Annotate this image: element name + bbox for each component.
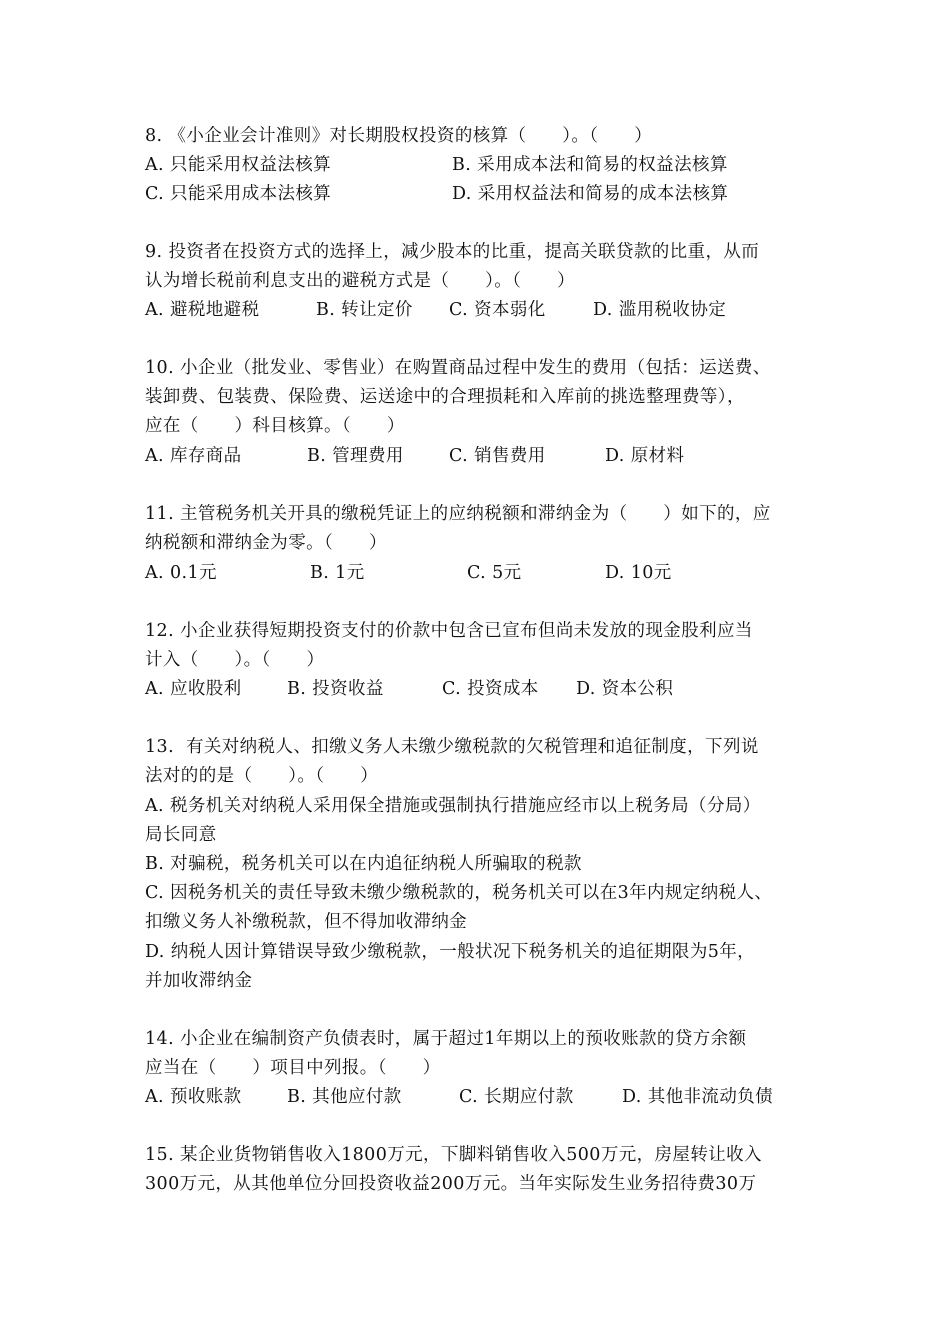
question-10-option-c: C. 销售费用: [449, 446, 546, 466]
question-13-stem-line-2: 法对的的是（ ）。（ ）: [145, 766, 379, 786]
question-14-option-c: C. 长期应付款: [459, 1087, 574, 1107]
question-11-stem-line-1: 11. 主管税务机关开具的缴税凭证上的应纳税额和滞纳金为（ ）如下的，应: [145, 504, 771, 524]
question-13-option-d-line-1: D. 纳税人因计算错误导致少缴税款，一般状况下税务机关的追征期限为5年，: [145, 942, 756, 962]
question-12-option-d: D. 资本公积: [576, 679, 674, 699]
question-12-option-b: B. 投资收益: [287, 679, 384, 699]
question-12-stem-line-1: 12. 小企业获得短期投资支付的价款中包含已宣布但尚未发放的现金股利应当: [145, 621, 753, 641]
question-12-option-a: A. 应收股利: [145, 679, 242, 699]
question-9-option-b: B. 转让定价: [316, 300, 413, 320]
question-8-option-c: C. 只能采用成本法核算: [145, 184, 332, 204]
question-14-stem-line-1: 14. 小企业在编制资产负债表时，属于超过1年期以上的预收账款的贷方余额: [145, 1029, 747, 1049]
question-13-option-b: B. 对骗税，税务机关可以在内追征纳税人所骗取的税款: [145, 854, 582, 874]
question-11-option-c: C. 5元: [467, 563, 522, 583]
question-9-stem-line-2: 认为增长税前利息支出的避税方式是（ ）。（ ）: [145, 271, 575, 291]
question-14-option-b: B. 其他应付款: [287, 1087, 402, 1107]
question-14-option-d: D. 其他非流动负债: [622, 1087, 774, 1107]
question-13-stem-line-1: 13. 有关对纳税人、扣缴义务人未缴少缴税款的欠税管理和追征制度，下列说: [145, 737, 759, 757]
question-11-stem-line-2: 纳税额和滞纳金为零。（ ）: [145, 533, 387, 553]
question-8-option-a: A. 只能采用权益法核算: [145, 155, 332, 175]
question-11-option-a: A. 0.1元: [145, 563, 217, 583]
question-10-stem-line-3: 应在（ ）科目核算。（ ）: [145, 416, 405, 436]
question-10-stem-line-2: 装卸费、包装费、保险费、运送途中的合理损耗和入库前的挑选整理费等），: [145, 387, 745, 407]
question-13-option-c-line-1: C. 因税务机关的责任导致未缴少缴税款的，税务机关可以在3年内规定纳税人、: [145, 883, 773, 903]
question-8-stem: 8. 《小企业会计准则》对长期股权投资的核算（ ）。（ ）: [145, 126, 653, 146]
question-10-option-d: D. 原材料: [605, 446, 685, 466]
question-15-stem-line-1: 15. 某企业货物销售收入1800万元，下脚料销售收入500万元，房屋转让收入: [145, 1145, 762, 1165]
question-8-option-d: D. 采用权益法和简易的成本法核算: [452, 184, 729, 204]
question-10-stem-line-1: 10. 小企业（批发业、零售业）在购置商品过程中发生的费用（包括：运送费、: [145, 358, 771, 378]
question-14-stem-line-2: 应当在（ ）项目中列报。（ ）: [145, 1058, 441, 1078]
question-9-option-d: D. 滥用税收协定: [593, 300, 727, 320]
question-9-option-c: C. 资本弱化: [449, 300, 546, 320]
question-13-option-a-line-1: A. 税务机关对纳税人采用保全措施或强制执行措施应经市以上税务局（分局）: [145, 796, 761, 816]
question-9-stem-line-1: 9. 投资者在投资方式的选择上，减少股本的比重，提高关联贷款的比重，从而: [145, 242, 760, 262]
question-13-option-c-line-2: 扣缴义务人补缴税款，但不得加收滞纳金: [145, 912, 468, 932]
question-13-option-a-line-2: 局长同意: [145, 825, 217, 845]
question-10-option-b: B. 管理费用: [307, 446, 404, 466]
question-15-stem-line-2: 300万元，从其他单位分回投资收益200万元。当年实际发生业务招待费30万: [145, 1174, 757, 1194]
question-14-option-a: A. 预收账款: [145, 1087, 242, 1107]
question-12-option-c: C. 投资成本: [442, 679, 539, 699]
question-8-option-b: B. 采用成本法和简易的权益法核算: [452, 155, 728, 175]
question-12-stem-line-2: 计入（ ）。（ ）: [145, 650, 325, 670]
question-13-option-d-line-2: 并加收滞纳金: [145, 971, 253, 991]
question-10-option-a: A. 库存商品: [145, 446, 242, 466]
question-11-option-d: D. 10元: [605, 563, 672, 583]
question-9-option-a: A. 避税地避税: [145, 300, 260, 320]
question-11-option-b: B. 1元: [310, 563, 365, 583]
